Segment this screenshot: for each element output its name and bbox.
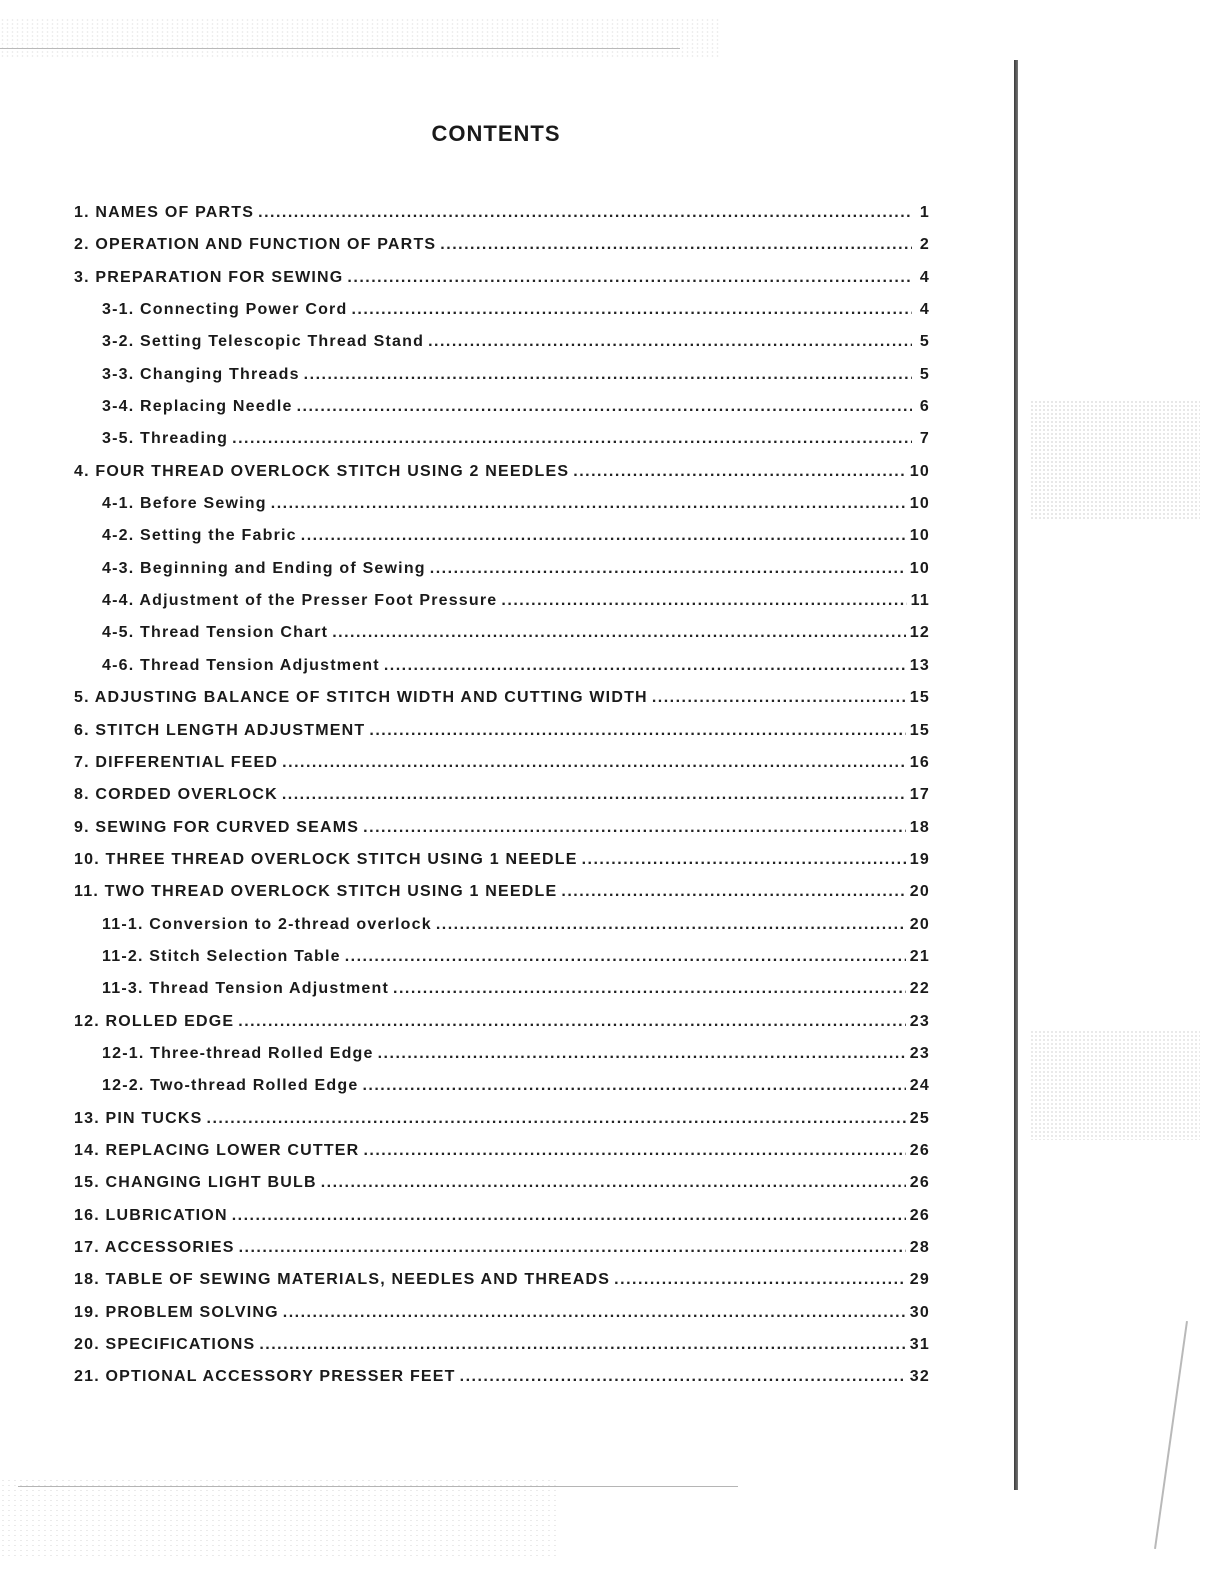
toc-entry-label: 4-2. Setting the Fabric [102, 527, 297, 545]
toc-page-number: 10 [909, 527, 930, 545]
toc-entry-label: 12-2. Two-thread Rolled Edge [102, 1077, 359, 1095]
toc-entry-label: 14. REPLACING LOWER CUTTER [74, 1141, 360, 1159]
toc-entry-label: 18. TABLE OF SEWING MATERIALS, NEEDLES AND THREADS [74, 1271, 611, 1289]
toc-entry [60, 786, 930, 818]
toc-dot-leader [652, 689, 906, 707]
toc-entry [60, 624, 930, 656]
toc-dot-leader [561, 883, 905, 901]
toc-entry [60, 1368, 930, 1400]
toc-dot-leader [430, 560, 906, 578]
toc-page-number: 15 [909, 689, 930, 707]
toc-dot-leader [363, 1142, 905, 1160]
toc-dot-leader [332, 624, 906, 642]
toc-page-number: 1 [919, 204, 930, 221]
toc-entry [60, 269, 930, 301]
toc-page-number: 10 [909, 559, 930, 577]
toc-entry [60, 916, 930, 948]
toc-page-number: 5 [919, 333, 930, 351]
toc-dot-leader [232, 1207, 906, 1225]
toc-entry [60, 398, 930, 430]
toc-entry-label: 8. CORDED OVERLOCK [74, 786, 278, 804]
toc-page-number: 6 [919, 398, 930, 416]
toc-entry [60, 301, 930, 333]
toc-page-number: 17 [909, 786, 930, 804]
table-of-contents [60, 204, 930, 1401]
toc-dot-leader [460, 1368, 906, 1386]
toc-entry-label: 4-5. Thread Tension Chart [102, 624, 329, 642]
toc-dot-leader [614, 1271, 906, 1289]
toc-entry [60, 1336, 930, 1368]
toc-entry [60, 883, 930, 915]
toc-entry-label: 11-3. Thread Tension Adjustment [102, 980, 390, 998]
toc-page-number: 31 [909, 1336, 930, 1354]
page-title: CONTENTS [431, 121, 561, 146]
toc-page-number: 32 [909, 1368, 930, 1386]
toc-page-number: 21 [909, 947, 930, 965]
toc-dot-leader [582, 851, 906, 869]
toc-entry [60, 1239, 930, 1271]
toc-dot-leader [282, 786, 906, 804]
scan-line-bottom [18, 1486, 738, 1487]
toc-page-number: 23 [909, 1044, 930, 1062]
toc-dot-leader [378, 1045, 906, 1063]
toc-dot-leader [271, 495, 906, 513]
toc-page-number: 10 [909, 495, 930, 513]
toc-dot-leader [207, 1110, 906, 1128]
toc-dot-leader [351, 301, 912, 319]
toc-entry-label: 20. SPECIFICATIONS [74, 1336, 256, 1354]
toc-entry-label: 3-5. Threading [102, 430, 229, 448]
toc-page-number: 20 [909, 883, 930, 901]
toc-entry-label: 2. OPERATION AND FUNCTION OF PARTS [74, 236, 437, 254]
toc-dot-leader [501, 592, 906, 610]
toc-entry [60, 236, 930, 268]
toc-page-number: 5 [919, 365, 930, 383]
toc-dot-leader [232, 430, 912, 448]
toc-entry-label: 12-1. Three-thread Rolled Edge [102, 1044, 374, 1062]
toc-entry [60, 1142, 930, 1174]
toc-entry [60, 754, 930, 786]
toc-entry-label: 3-3. Changing Threads [102, 365, 300, 383]
toc-dot-leader [436, 916, 906, 934]
toc-entry [60, 560, 930, 592]
toc-dot-leader [258, 204, 912, 222]
toc-page-number: 12 [909, 624, 930, 642]
toc-dot-leader [301, 527, 906, 545]
toc-entry [60, 689, 930, 721]
toc-dot-leader [259, 1336, 905, 1354]
toc-page-number: 4 [919, 301, 930, 319]
toc-entry-label: 3-1. Connecting Power Cord [102, 301, 348, 319]
toc-entry [60, 1110, 930, 1142]
scan-noise-right-lower [1030, 1030, 1200, 1140]
toc-entry-label: 3-2. Setting Telescopic Thread Stand [102, 333, 425, 351]
toc-page-number: 7 [919, 430, 930, 448]
toc-page-number: 24 [909, 1077, 930, 1095]
toc-page-number: 20 [909, 915, 930, 933]
toc-page-number: 2 [919, 236, 930, 254]
toc-entry-label: 7. DIFFERENTIAL FEED [74, 753, 279, 771]
toc-entry-label: 4-4. Adjustment of the Presser Foot Pressure [102, 592, 498, 610]
toc-entry-label: 11-2. Stitch Selection Table [102, 947, 341, 965]
scan-scratch [1154, 1321, 1188, 1549]
toc-entry-label: 4-1. Before Sewing [102, 495, 267, 513]
toc-entry [60, 1271, 930, 1303]
toc-entry-label: 10. THREE THREAD OVERLOCK STITCH USING 1 NEEDLE [74, 850, 578, 868]
toc-entry [60, 1304, 930, 1336]
toc-dot-leader [573, 463, 906, 481]
toc-entry-label: 17. ACCESSORIES [74, 1239, 235, 1256]
toc-dot-leader [238, 1013, 906, 1031]
toc-page-number: 15 [909, 721, 930, 739]
toc-entry-label: 5. ADJUSTING BALANCE OF STITCH WIDTH AND CUTTING WIDTH [74, 689, 648, 707]
toc-entry [60, 495, 930, 527]
toc-entry [60, 463, 930, 495]
toc-entry [60, 980, 930, 1012]
toc-entry [60, 333, 930, 365]
toc-entry [60, 722, 930, 754]
page-edge-shadow [1014, 60, 1018, 1490]
toc-page-number: 13 [909, 656, 930, 674]
toc-entry-label: 4. FOUR THREAD OVERLOCK STITCH USING 2 NEEDLES [74, 462, 570, 480]
toc-dot-leader [393, 980, 906, 998]
toc-page-number: 22 [909, 980, 930, 998]
toc-page-number: 29 [909, 1271, 930, 1289]
toc-page-number: 10 [909, 462, 930, 480]
toc-dot-leader [347, 269, 912, 287]
scan-noise-top [0, 18, 720, 58]
toc-entry [60, 851, 930, 883]
toc-page-number: 30 [909, 1303, 930, 1321]
toc-entry-label: 3. PREPARATION FOR SEWING [74, 268, 344, 286]
toc-dot-leader [384, 657, 906, 675]
toc-entry-label: 13. PIN TUCKS [74, 1109, 203, 1127]
toc-page-number: 28 [909, 1239, 930, 1256]
toc-entry-label: 4-6. Thread Tension Adjustment [102, 656, 380, 674]
scan-line-top [0, 48, 680, 49]
toc-page-number: 4 [919, 268, 930, 286]
toc-dot-leader [283, 1304, 906, 1322]
toc-dot-leader [428, 333, 912, 351]
scan-noise-right-upper [1030, 400, 1200, 520]
toc-entry-label: 6. STITCH LENGTH ADJUSTMENT [74, 721, 366, 739]
toc-entry-label: 9. SEWING FOR CURVED SEAMS [74, 818, 360, 836]
toc-entry-label: 11. TWO THREAD OVERLOCK STITCH USING 1 NEEDLE [74, 883, 558, 901]
toc-page-number: 26 [909, 1141, 930, 1159]
toc-dot-leader [321, 1174, 906, 1192]
toc-entry [60, 948, 930, 980]
toc-page-number: 25 [909, 1109, 930, 1127]
toc-entry-label: 15. CHANGING LIGHT BULB [74, 1174, 317, 1192]
toc-entry-label: 1. NAMES OF PARTS [74, 204, 255, 221]
toc-entry [60, 592, 930, 624]
toc-entry-label: 16. LUBRICATION [74, 1206, 228, 1224]
toc-entry [60, 1207, 930, 1239]
toc-entry [60, 1077, 930, 1109]
toc-dot-leader [239, 1239, 906, 1257]
toc-entry-label: 19. PROBLEM SOLVING [74, 1303, 279, 1321]
toc-entry-label: 3-4. Replacing Needle [102, 398, 293, 416]
toc-entry [60, 430, 930, 462]
toc-page-number: 11 [910, 592, 930, 610]
toc-entry [60, 1013, 930, 1045]
toc-page-number: 26 [909, 1174, 930, 1192]
toc-entry-label: 4-3. Beginning and Ending of Sewing [102, 559, 426, 577]
toc-entry [60, 819, 930, 851]
toc-dot-leader [297, 398, 912, 416]
toc-dot-leader [304, 366, 912, 384]
toc-entry [60, 527, 930, 559]
toc-entry [60, 1045, 930, 1077]
toc-entry-label: 11-1. Conversion to 2-thread overlock [102, 915, 432, 933]
toc-dot-leader [369, 722, 905, 740]
toc-page-number: 26 [909, 1206, 930, 1224]
toc-page-number: 16 [909, 753, 930, 771]
toc-entry [60, 1174, 930, 1206]
toc-dot-leader [362, 1077, 905, 1095]
toc-page-number: 18 [909, 818, 930, 836]
toc-dot-leader [282, 754, 906, 772]
toc-entry-label: 12. ROLLED EDGE [74, 1012, 235, 1030]
toc-entry [60, 366, 930, 398]
toc-dot-leader [345, 948, 906, 966]
toc-page-number: 23 [909, 1012, 930, 1030]
toc-page-number: 19 [909, 850, 930, 868]
toc-entry-label: 21. OPTIONAL ACCESSORY PRESSER FEET [74, 1368, 456, 1386]
toc-dot-leader [363, 819, 906, 837]
scan-noise-bottom [0, 1478, 560, 1558]
toc-dot-leader [440, 236, 912, 254]
toc-entry [60, 657, 930, 689]
toc-entry [60, 204, 930, 236]
